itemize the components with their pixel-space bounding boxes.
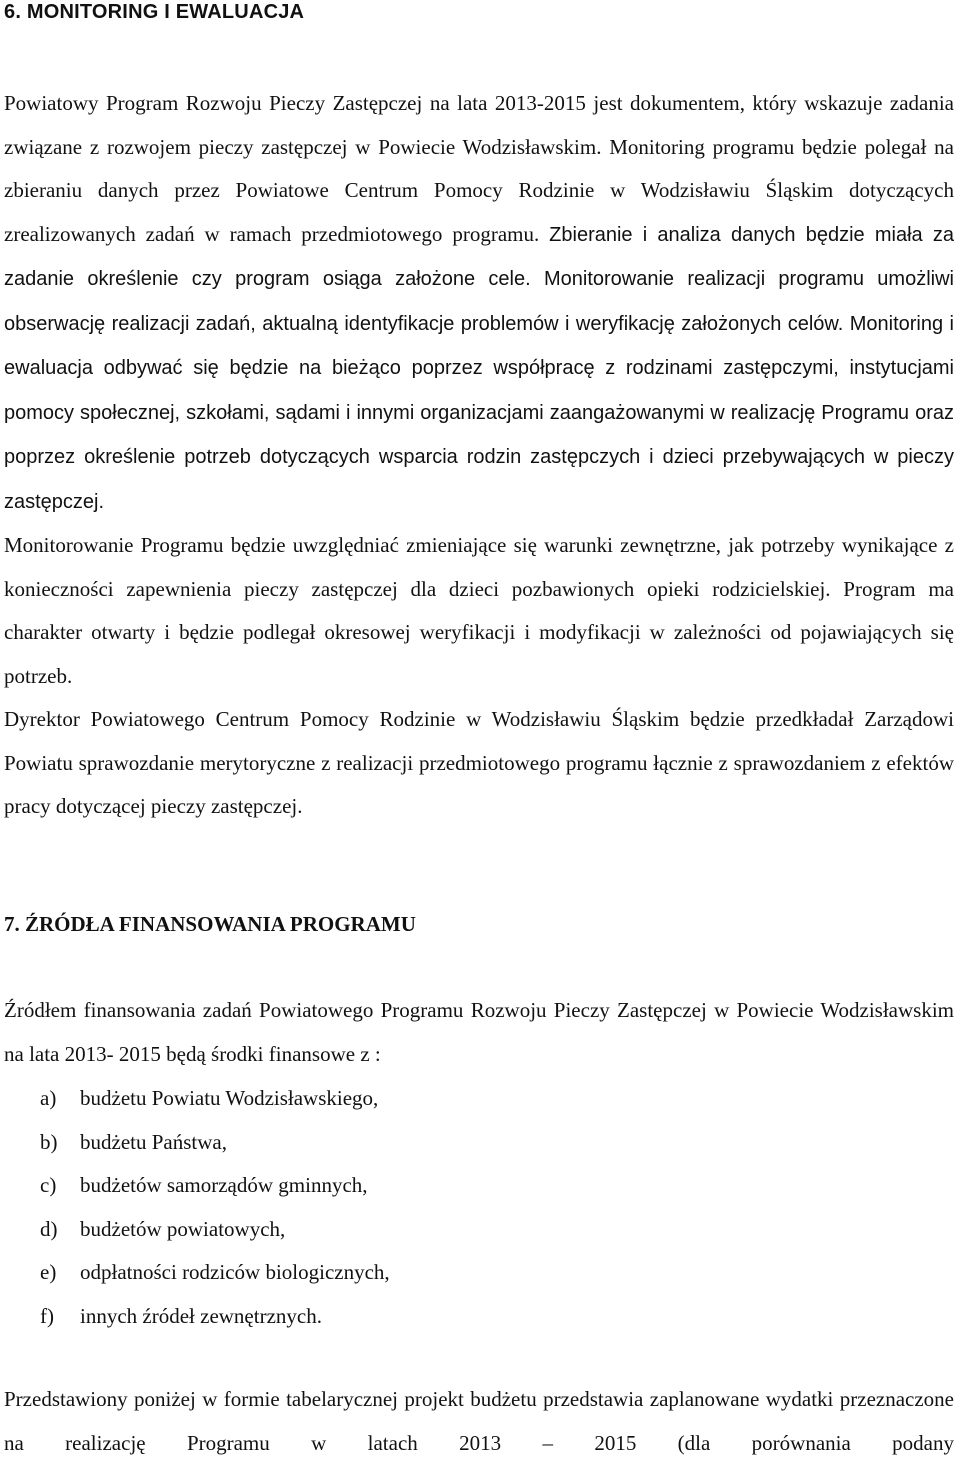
list-marker: e) <box>40 1260 57 1284</box>
section-6-heading: 6. MONITORING I EWALUACJA <box>4 1 305 23</box>
funding-sources-list <box>40 1077 390 1338</box>
section-7-closing-paragraph: Przedstawiony poniżej w formie tabelarycznej projekt budżetu przedstawia zaplanowane wydatki przeznaczone na realizację Programu w latach 2013 – 2015 (dla porównania podany <box>4 1387 954 1455</box>
list-item <box>40 1164 390 1208</box>
list-item-text: budżetów samorządów gminnych, <box>80 1173 368 1197</box>
list-item <box>40 1077 390 1121</box>
list-item-text: budżetów powiatowych, <box>80 1216 286 1241</box>
list-item <box>40 1208 390 1252</box>
list-item <box>40 1121 390 1165</box>
list-item-text: budżetu Państwa, <box>80 1129 227 1154</box>
document-page <box>4 0 955 1455</box>
list-marker: f) <box>40 1303 54 1328</box>
list-item <box>40 1251 390 1295</box>
list-marker: a) <box>40 1086 57 1110</box>
list-item <box>40 1295 390 1339</box>
list-marker: d) <box>40 1216 58 1241</box>
section-6-paragraph-director: Dyrektor Powiatowego Centrum Pomocy Rodzinie w Wodzisławiu Śląskim będzie przedkładał Zarządowi Powiatu sprawozdanie merytoryczne z realizacji przedmiotowego programu łącznie z sprawozdaniem z efektów pracy dotyczącej pieczy zastępczej. <box>4 707 954 818</box>
paragraph-sans-part: Zbieranie i analiza danych będzie miała za zadanie określenie czy program osiąga założone cele. Monitorowanie realizacji programu umożliwi obserwację realizacji zadań, aktualną identyfikacje problemów i weryfikację założonych celów. Monitoring i ewaluacja odbywać się będzie na bieżąco poprzez współpracę z rodzinami zastępczymi, instytucjami pomocy społecznej, szkołami, sądami i innymi organizacjami zaangażowanymi w realizację Programu oraz poprzez określenie potrzeb dotyczących wsparcia rodzin zastępczych i dzieci przebywających w pieczy zastępczej. <box>4 223 955 513</box>
section-7-heading: 7. ŹRÓDŁA FINANSOWANIA PROGRAMU <box>4 912 416 936</box>
section-7-intro: Źródłem finansowania zadań Powiatowego Programu Rozwoju Pieczy Zastępczej w Powiecie Wodzisławskim na lata 2013- 2015 będą środki finansowe z : <box>4 998 954 1066</box>
list-item-text: innych źródeł zewnętrznych. <box>80 1303 322 1328</box>
list-marker: c) <box>40 1173 57 1197</box>
section-6-paragraph-changes: Monitorowanie Programu będzie uwzględniać zmieniające się warunki zewnętrzne, jak potrzeby wynikające z konieczności zapewnienia pieczy zastępczej dla dzieci pozbawionych opieki rodzicielskiej. Program ma charakter otwarty i będzie podlegał okresowej weryfikacji i modyfikacji w zależności od pojawiających się potrzeb. <box>4 533 954 688</box>
paragraph-serif-part: Powiatowy Program Rozwoju Pieczy Zastępczej na lata 2013-2015 jest dokumentem, który wskazuje zadania związane z rozwojem pieczy zastępczej w Powiecie Wodzisławskim. Monitoring programu będzie polegał na zbieraniu danych przez Powiatowe Centrum Pomocy Rodzinie w Wodzisławiu Śląskim dotyczących zrealizowanych zadań w ramach przedmiotowego programu. <box>4 91 954 246</box>
list-item-text: budżetu Powiatu Wodzisławskiego, <box>80 1086 379 1110</box>
section-6-paragraph-monitoring <box>4 82 954 524</box>
list-marker: b) <box>40 1129 58 1154</box>
list-item-text: odpłatności rodziców biologicznych, <box>80 1260 390 1284</box>
